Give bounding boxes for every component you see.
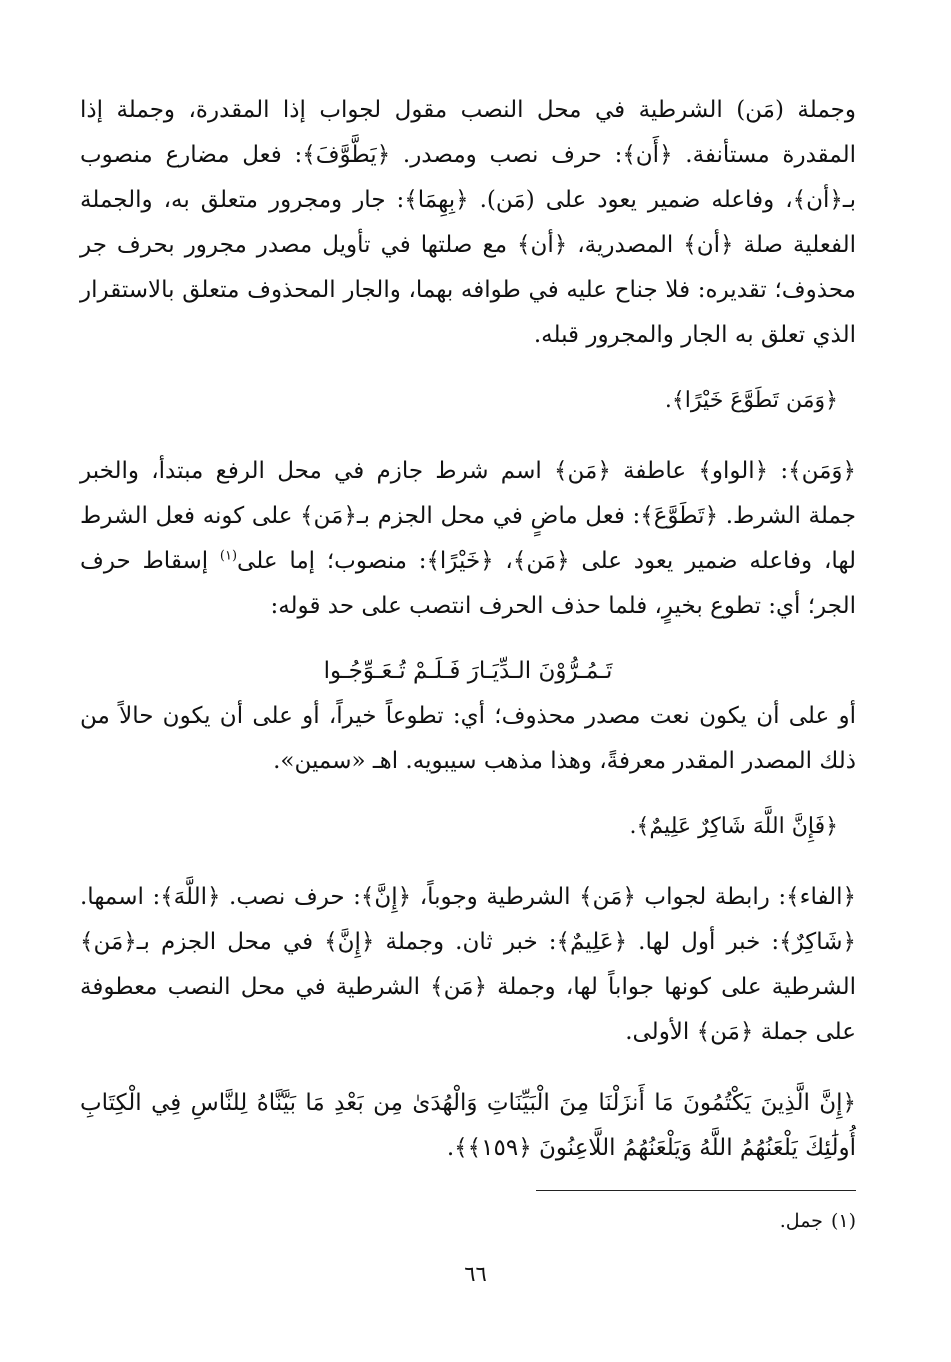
footnote-text: جمل. [779,1210,823,1232]
paragraph-3: أو على أن يكون نعت مصدر محذوف؛ أي: تطوعاً خيراً، أو على أن يكون حالاً من ذلك المصدر المقدر معرفةً، وهذا مذهب سيبويه. اهـ «سمين». [80,703,856,774]
paragraph-2 [80,449,856,629]
paragraph-2-part-1: ﴿وَمَن﴾: ﴿الواو﴾ عاطفة ﴿مَن﴾ اسم شرط جازم في محل الرفع مبتدأ، والخبر جملة الشرط. ﴿تَطَوَّعَ﴾: فعل ماضٍ في محل الجزم بـ﴿مَن﴾ على كونه فعل الشرط لها، وفاعله ضمير يعود على ﴿مَن﴾، ﴿خَيْرًا﴾: منصوب؛ إما على [80,458,856,574]
paragraph-2-part-2: إسقاط حرف الجر؛ أي: تطوع بخيرٍ، فلما حذف الحرف انتصب على حد قوله: [80,548,856,619]
poetry-line: تَـمُـرُّوْنَ الـدِّيَـارَ فَـلَـمْ تُـعَـوِّجُـوا [323,658,613,684]
quran-verse-1: ﴿وَمَن تَطَوَّعَ خَيْرًا﴾. [664,388,838,413]
paragraph-1: وجملة (مَن) الشرطية في محل النصب مقول لجواب إذا المقدرة، وجملة إذا المقدرة مستأنفة. ﴿أَن﴾: حرف نصب ومصدر. ﴿يَطَّوَّفَ﴾: فعل مضارع منصوب بـ﴿أن﴾، وفاعله ضمير يعود على (مَن). ﴿بِهِمَا﴾: جار ومجرور متعلق به، والجملة الفعلية صلة ﴿أن﴾ المصدرية، ﴿أن﴾ مع صلتها في تأويل مصدر مجرور بحرف جر محذوف؛ تقديره: فلا جناح عليه في طوافه بهما، والجار المحذوف متعلق بالاستقرار الذي تعلق به الجار والمجرور قبله. [80,97,856,348]
footnote [780,1204,856,1238]
page-number: ٦٦ [464,1262,487,1286]
paragraph-4: ﴿الفاء﴾: رابطة لجواب ﴿مَن﴾ الشرطية وجوباً، ﴿إِنَّ﴾: حرف نصب. ﴿اللَّهَ﴾: اسمها. ﴿شَاكِرٌ﴾: خبر أول لها. ﴿عَلِيمٌ﴾: خبر ثان. وجملة ﴿إِنَّ﴾ في محل الجزم بـ﴿مَن﴾ الشرطية على كونها جواباً لها، وجملة ﴿مَن﴾ الشرطية في محل النصب معطوفة على جملة ﴿مَن﴾ الأولى. [80,884,856,1045]
footnote-number: (١) [830,1210,856,1232]
quran-verse-3: ﴿إِنَّ الَّذِينَ يَكْتُمُونَ مَا أَنزَلْنَا مِنَ الْبَيِّنَاتِ وَالْهُدَىٰ مِن بَعْدِ مَا بَيَّنَّاهُ لِلنَّاسِ فِي الْكِتَابِ أُولَٰئِكَ يَلْعَنُهُمُ اللَّهُ وَيَلْعَنُهُمُ اللَّاعِنُونَ ﴿١٥٩﴾﴾. [80,1090,856,1161]
footnote-divider [536,1190,856,1191]
main-text [80,88,856,1171]
quran-verse-2: ﴿فَإِنَّ اللَّهَ شَاكِرٌ عَلِيمٌ﴾. [629,814,838,839]
footnote-marker: (١) [219,548,238,564]
